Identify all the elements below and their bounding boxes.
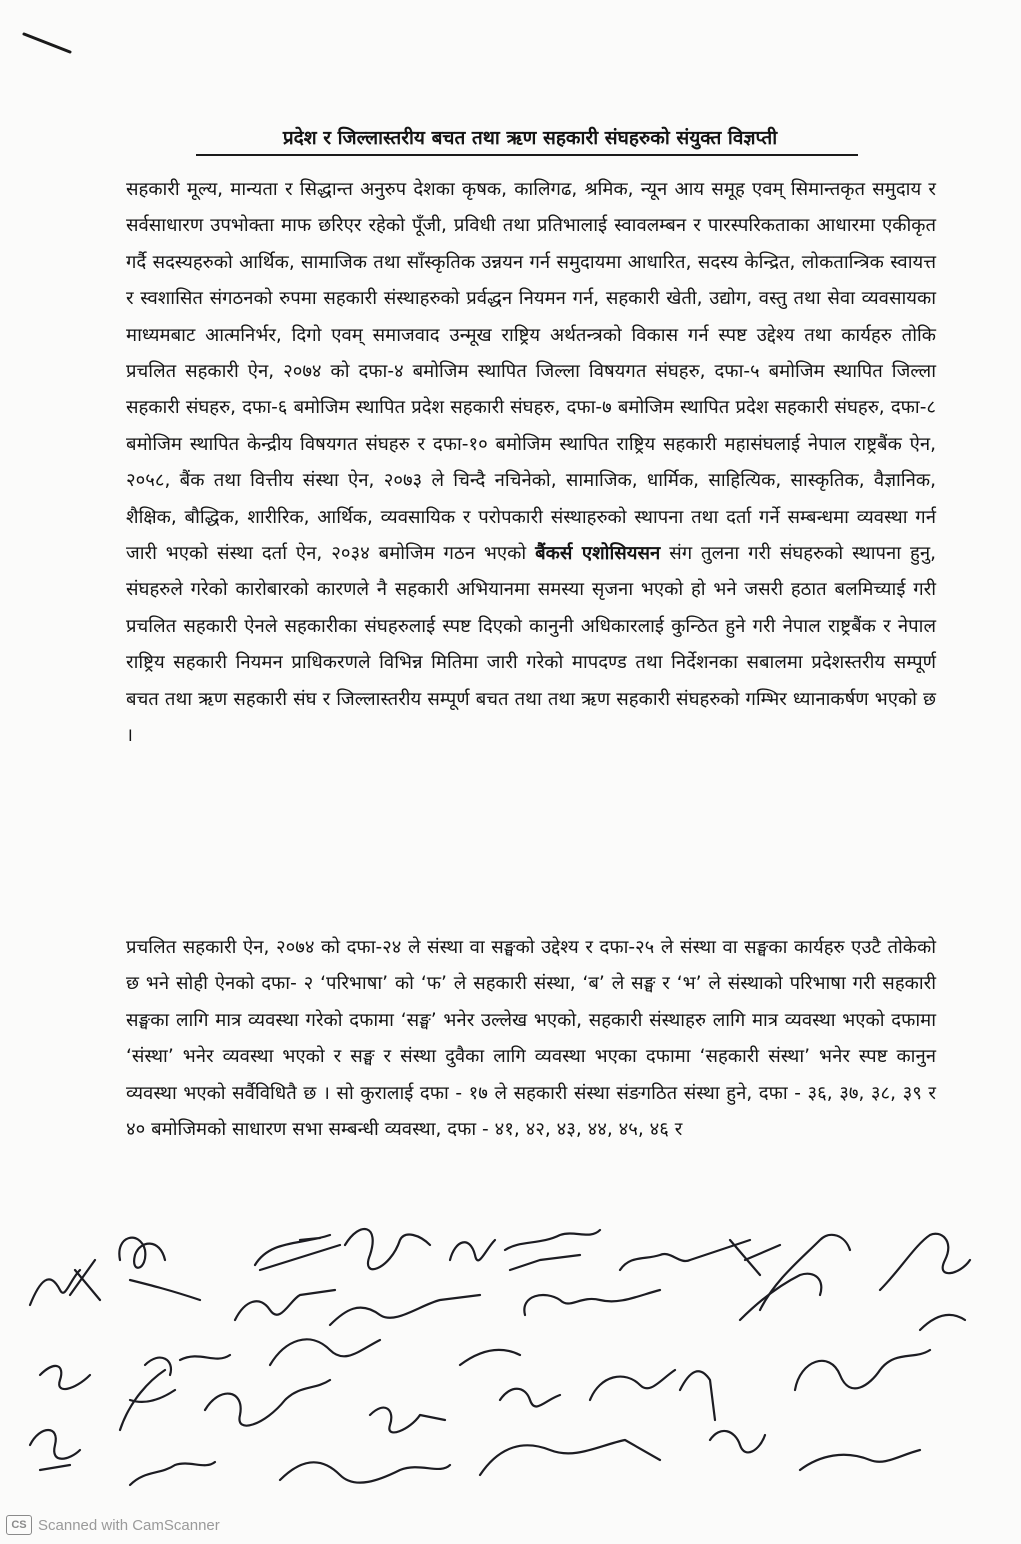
paragraph-1-bold-term: बैंकर्स एशोसियसन bbox=[535, 543, 661, 565]
signature bbox=[40, 1366, 90, 1389]
signature bbox=[370, 1408, 445, 1433]
camscanner-watermark bbox=[6, 1512, 220, 1538]
signature bbox=[130, 1462, 215, 1485]
signature bbox=[480, 1440, 660, 1475]
notice-title: प्रदेश र जिल्लास्तरीय बचत तथा ऋण सहकारी संघहरुको संयुक्त विज्ञप्ती bbox=[282, 127, 778, 149]
signature bbox=[710, 1431, 765, 1452]
signature bbox=[120, 1370, 175, 1430]
paragraph-1-text-b: संग तुलना गरी संघहरुको स्थापना हुनु, संघहरुले गरेको कारोबारको कारणले नै सहकारी अभियानमा समस्या सृजना भएको हो भने जसरी हठात बलमिच्याई गरी प्रचलित सहकारी ऐनले सहकारीका संघहरुलाई स्पष्ट दिएको कानुनी अधिकारलाई कुन्ठित हुने गरी नेपाल राष्ट्रबैंक र नेपाल राष्ट्रिय सहकारी नियमन प्राधिकरणले विभिन्न मितिमा जारी गरेको मापदण्ड तथा निर्देशनका सबालमा प्रदेशस्तरीय सम्पूर्ण बचत तथा ऋण सहकारी संघ र जिल्लास्तरीय सम्पूर्ण बचत तथा तथा ऋण सहकारी संघहरुको गम्भिर ध्यानाकर्षण भएको छ । bbox=[126, 543, 936, 747]
signature bbox=[524, 1290, 660, 1315]
signature bbox=[800, 1450, 920, 1470]
title-underline bbox=[196, 154, 858, 156]
camscanner-logo-icon: CS bbox=[6, 1515, 32, 1535]
signature bbox=[119, 1238, 200, 1300]
paragraph-1 bbox=[126, 172, 936, 755]
signature bbox=[145, 1355, 230, 1375]
signature bbox=[450, 1240, 495, 1260]
paragraph-1-text-a: सहकारी मूल्य, मान्यता र सिद्धान्त अनुरुप देशका कृषक, कालिगढ, श्रमिक, न्यून आय समूह एवम् सिमान्तकृत समुदाय र सर्वसाधारण उपभोक्ता माफ छरिएर रहेको पूँजी, प्रविधी तथा प्रतिभालाई स्वावलम्बन र पारस्परिकताका आधारमा एकीकृत गर्दै सदस्यहरुको आर्थिक, सामाजिक तथा साँस्कृतिक उन्नयन गर्न समुदायमा आधारित, सदस्य केन्द्रित, लोकतान्त्रिक स्वायत्त र स्वशासित संगठनको रुपमा सहकारी संस्थाहरुको प्रर्वद्धन नियमन गर्न, सहकारी खेती, उद्योग, वस्तु तथा सेवा व्यवसायका माध्यमबाट आत्मनिर्भर, दिगो एवम् समाजवाद उन्मूख राष्ट्रिय अर्थतन्त्रको विकास गर्न स्पष्ट उद्देश्य तथा कार्यहरु तोकि प्रचलित सहकारी ऐन, २०७४ को दफा-४ बमोजिम स्थापित जिल्ला विषयगत संघहरु, दफा-५ बमोजिम स्थापित जिल्ला सहकारी संघहरु, दफा-६ बमोजिम स्थापित प्रदेश सहकारी संघहरु, दफा-७ बमोजिम स्थापित प्रदेश सहकारी संघहरु, दफा-८ बमोजिम स्थापित केन्द्रीय विषयगत संघहरु र दफा-१० बमोजिम स्थापित राष्ट्रिय सहकारी महासंघलाई नेपाल राष्ट्रबैंक ऐन, २०५८, बैंक तथा वित्तीय संस्था ऐन, २०७३ ले चिन्दै नचिनेको, सामाजिक, धार्मिक, साहित्यिक, सास्कृतिक, वैज्ञानिक, शैक्षिक, बौद्धिक, शारीरिक, आर्थिक, व्यवसायिक र परोपकारी संस्थाहरुको स्थापना तथा दर्ता गर्ने सम्बन्धमा व्यवस्था गर्न जारी भएको संस्था दर्ता ऐन, २०३४ बमोजिम गठन भएको bbox=[126, 179, 936, 565]
signature bbox=[760, 1235, 850, 1310]
signature bbox=[880, 1234, 970, 1290]
signature bbox=[680, 1371, 715, 1420]
signature bbox=[620, 1240, 750, 1270]
signature bbox=[920, 1315, 965, 1330]
pen-stroke-mark bbox=[22, 30, 72, 58]
signature bbox=[345, 1229, 430, 1269]
signature bbox=[235, 1290, 335, 1320]
signature bbox=[255, 1235, 340, 1270]
signature bbox=[795, 1350, 930, 1390]
camscanner-text: Scanned with CamScanner bbox=[38, 1516, 220, 1534]
signature bbox=[280, 1462, 450, 1482]
signature bbox=[505, 1230, 600, 1270]
signature-block bbox=[0, 1200, 1021, 1510]
signature bbox=[500, 1389, 560, 1407]
signature bbox=[270, 1339, 380, 1365]
signature bbox=[205, 1380, 330, 1426]
paragraph-2: प्रचलित सहकारी ऐन, २०७४ को दफा-२४ ले संस्था वा सङ्घको उद्देश्य र दफा-२५ ले संस्था वा सङ्घका कार्यहरु एउटै तोकेको छ भने सोही ऐनको दफा- २ ‘परिभाषा’ को ‘फ’ ले सहकारी संस्था, ‘ब’ ले सङ्घ र ‘भ’ ले संस्थाको परिभाषा गरी सहकारी सङ्घका लागि मात्र व्यवस्था गरेको दफामा ‘सङ्घ’ भनेर उल्लेख भएको, सहकारी संस्थाहरु लागि मात्र व्यवस्था भएको दफामा ‘संस्था’ भनेर व्यवस्था भएको र सङ्घ र संस्था दुवैका लागि व्यवस्था भएका दफामा ‘सहकारी संस्था’ भनेर स्पष्ट कानुन व्यवस्था भएको सर्वैविधितै छ । सो कुरालाई दफा - १७ ले सहकारी संस्था संङगठित संस्था हुने, दफा - ३६, ३७, ३८, ३९ र ४० बमोजिमको साधारण सभा सम्बन्धी व्यवस्था, दफा - ४१, ४२, ४३, ४४, ४५, ४६ र bbox=[126, 937, 936, 1141]
signature bbox=[330, 1295, 480, 1325]
signature bbox=[590, 1370, 675, 1400]
signature bbox=[460, 1350, 520, 1365]
signature bbox=[30, 1430, 80, 1470]
signature bbox=[30, 1260, 100, 1305]
